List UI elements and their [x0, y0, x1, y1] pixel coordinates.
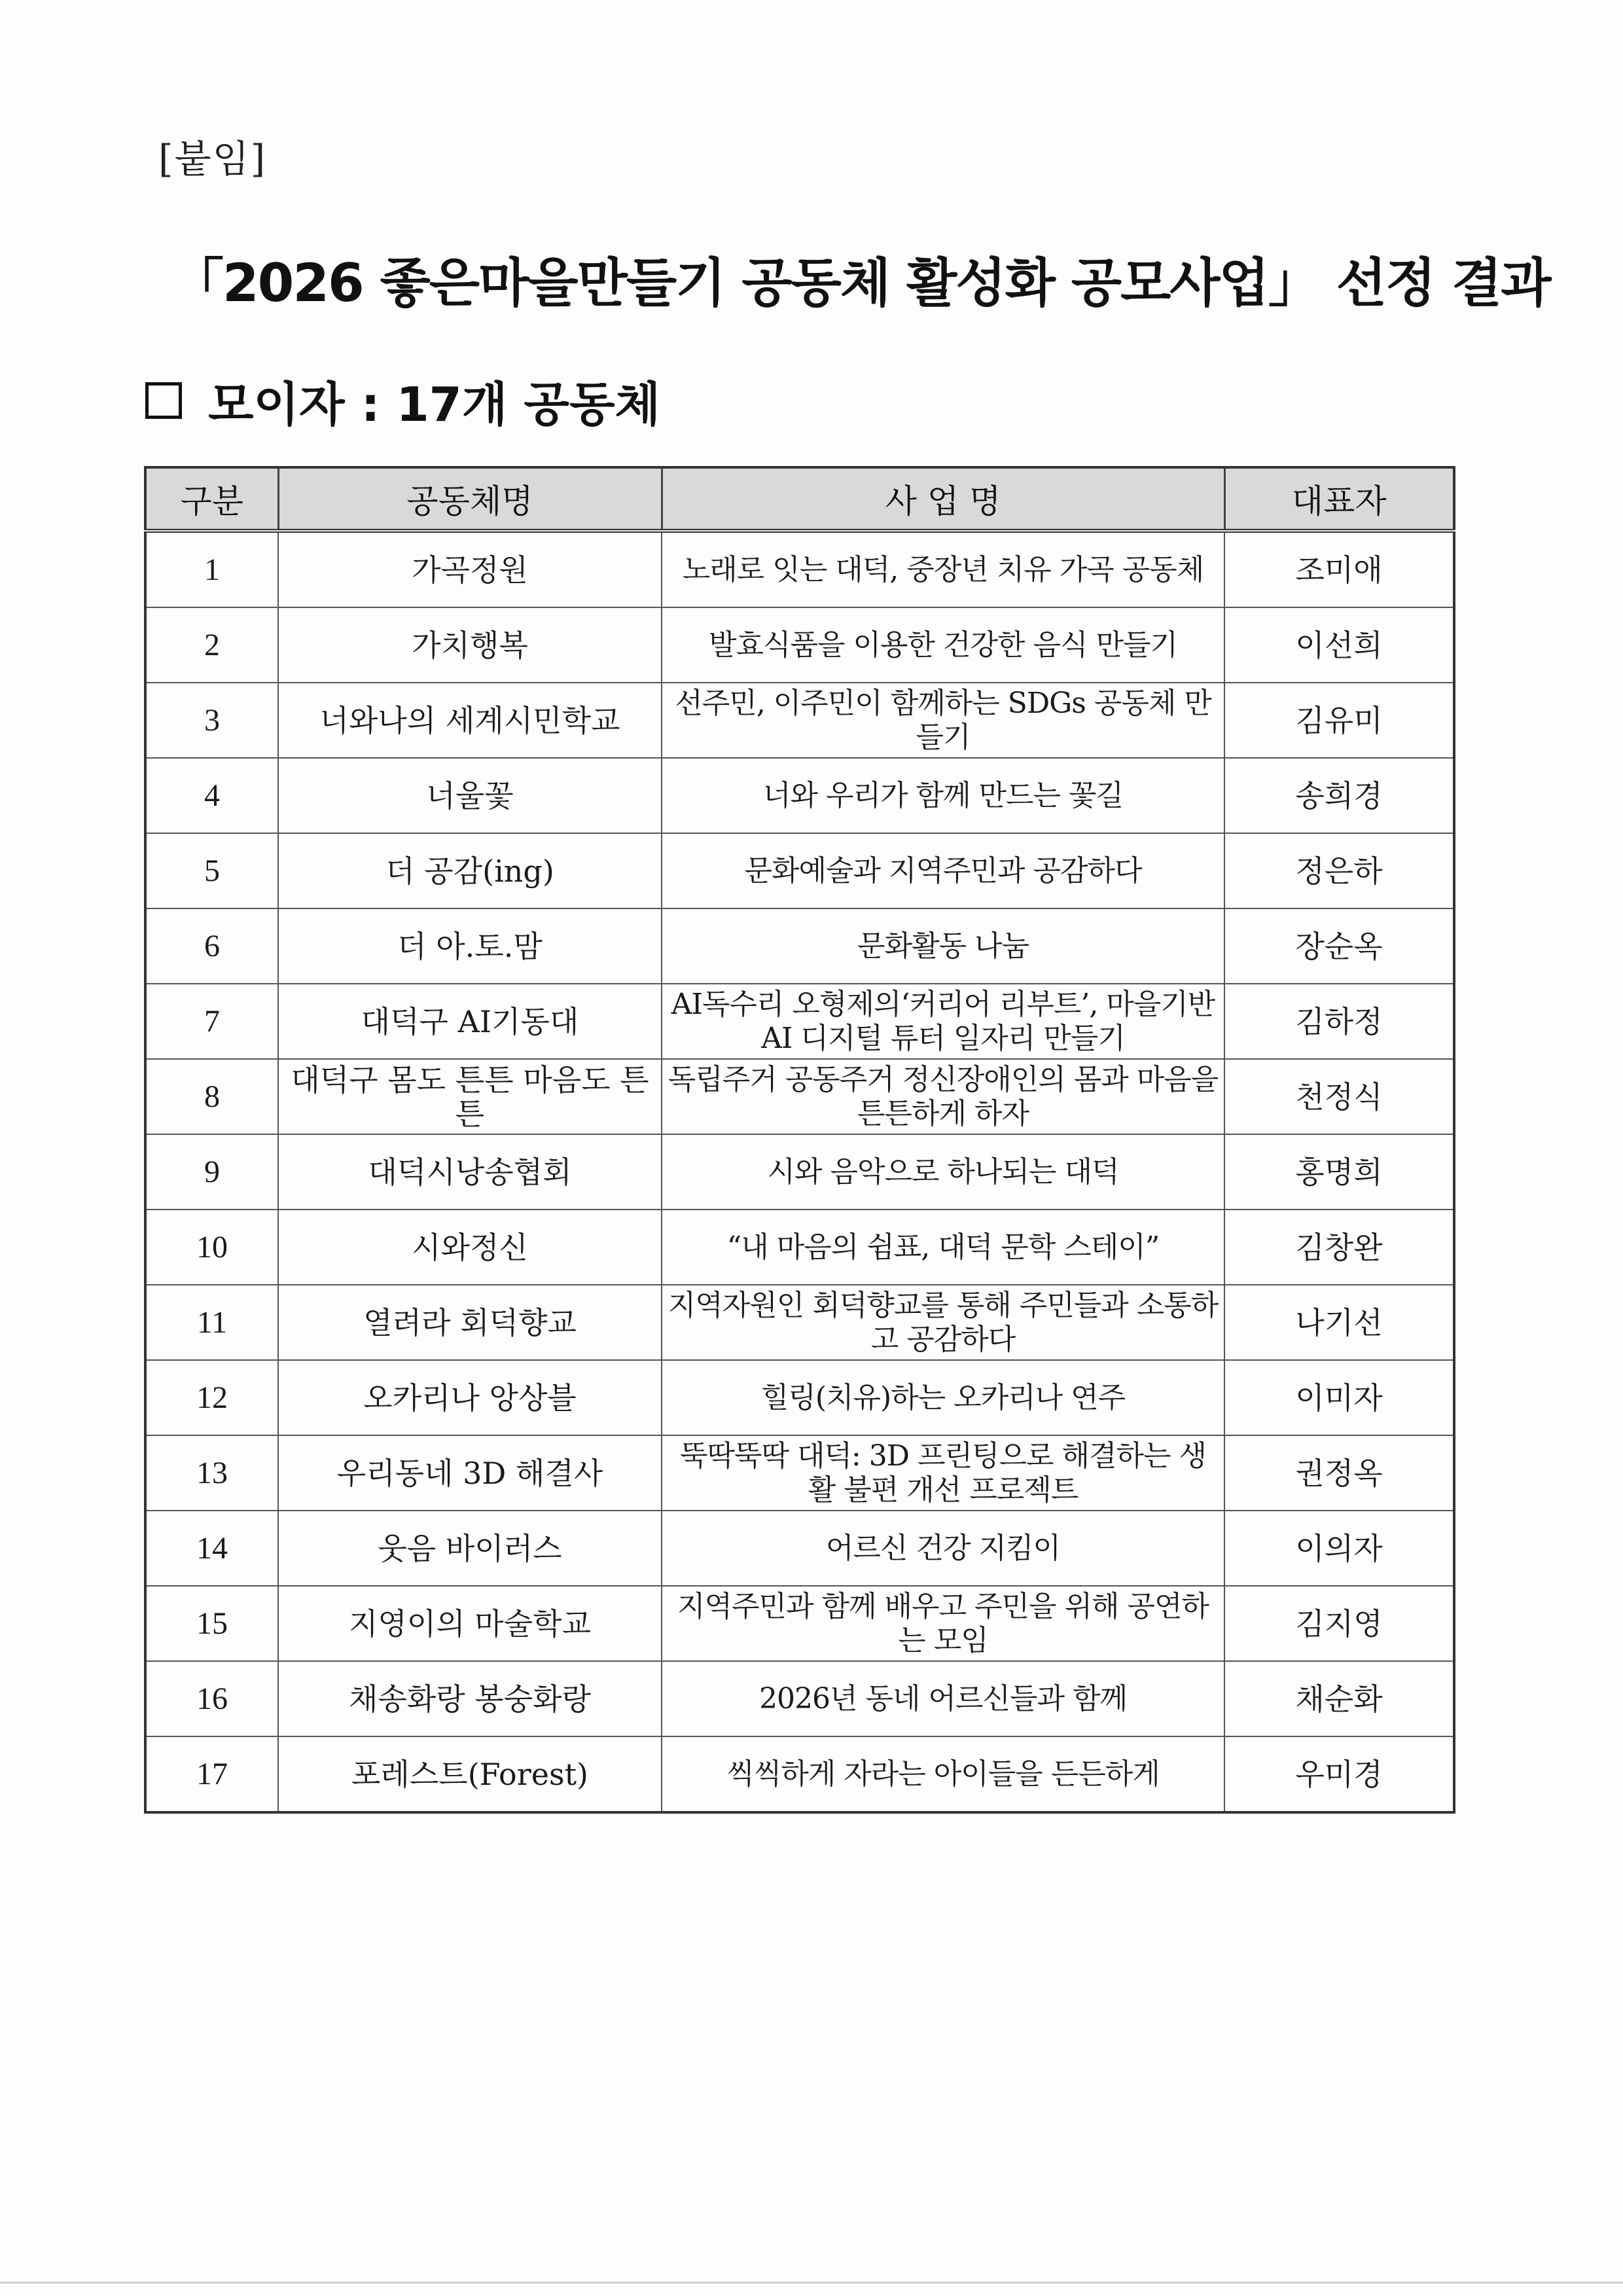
table-row: [145, 1059, 1454, 1134]
cell-project-name: 선주민, 이주민이 함께하는 SDGs 공동체 만들기: [662, 683, 1224, 758]
document-title: 「2026 좋은마을만들기 공동체 활성화 공모사업」 선정 결과: [171, 253, 1550, 314]
cell-representative: 채순화: [1224, 1661, 1454, 1736]
cell-project-name: 독립주거 공동주거 정신장애인의 몸과 마음을 튼튼하게 하자: [662, 1059, 1224, 1134]
table-body: [145, 531, 1454, 1812]
cell-project-name: 지역자원인 회덕향교를 통해 주민들과 소통하고 공감하다: [662, 1285, 1224, 1360]
page-bottom-edge: [0, 2282, 1623, 2284]
table-row: [145, 531, 1454, 607]
table-header-row: [145, 467, 1454, 531]
cell-community-name: 대덕시낭송협회: [278, 1134, 662, 1210]
header-category: 구분: [145, 467, 278, 531]
cell-project-name: 발효식품을 이용한 건강한 음식 만들기: [662, 607, 1224, 683]
table-row: [145, 1210, 1454, 1285]
table-row: [145, 607, 1454, 683]
cell-representative: 조미애: [1224, 531, 1454, 607]
cell-community-name: 오카리나 앙상블: [278, 1360, 662, 1435]
cell-community-name: 가치행복: [278, 607, 662, 683]
cell-representative: 이선희: [1224, 607, 1454, 683]
table-row: [145, 1285, 1454, 1360]
cell-number: 4: [145, 758, 278, 833]
cell-representative: 김유미: [1224, 683, 1454, 758]
cell-project-name: 너와 우리가 함께 만드는 꽃길: [662, 758, 1224, 833]
cell-community-name: 더 공감(ing): [278, 833, 662, 908]
cell-project-name: 힐링(치유)하는 오카리나 연주: [662, 1360, 1224, 1435]
cell-representative: 장순옥: [1224, 908, 1454, 984]
table-row: [145, 833, 1454, 908]
cell-representative: 정은하: [1224, 833, 1454, 908]
cell-number: 6: [145, 908, 278, 984]
cell-number: 17: [145, 1736, 278, 1812]
cell-community-name: 열려라 회덕향교: [278, 1285, 662, 1360]
cell-project-name: 2026년 동네 어르신들과 함께: [662, 1661, 1224, 1736]
attachment-label: [붙임]: [158, 137, 267, 181]
cell-representative: 김지영: [1224, 1586, 1454, 1661]
cell-number: 1: [145, 531, 278, 607]
cell-representative: 우미경: [1224, 1736, 1454, 1812]
section-heading: [145, 367, 660, 435]
cell-number: 13: [145, 1435, 278, 1511]
cell-representative: 이의자: [1224, 1511, 1454, 1586]
table-row: [145, 683, 1454, 758]
table-row: [145, 758, 1454, 833]
cell-project-name: 노래로 잇는 대덕, 중장년 치유 가곡 공동체: [662, 531, 1224, 607]
table-row: [145, 1360, 1454, 1435]
table-row: [145, 908, 1454, 984]
cell-representative: 김하정: [1224, 984, 1454, 1059]
cell-project-name: 씩씩하게 자라는 아이들을 든든하게: [662, 1736, 1224, 1812]
cell-representative: 송희경: [1224, 758, 1454, 833]
cell-representative: 김창완: [1224, 1210, 1454, 1285]
table-row: [145, 1736, 1454, 1812]
cell-number: 10: [145, 1210, 278, 1285]
cell-project-name: AI독수리 오형제의‘커리어 리부트’, 마을기반 AI 디지털 튜터 일자리 만들기: [662, 984, 1224, 1059]
table-row: [145, 1586, 1454, 1661]
cell-representative: 권정옥: [1224, 1435, 1454, 1511]
cell-representative: 이미자: [1224, 1360, 1454, 1435]
cell-number: 8: [145, 1059, 278, 1134]
cell-project-name: 뚝딱뚝딱 대덕: 3D 프린팅으로 해결하는 생활 불편 개선 프로젝트: [662, 1435, 1224, 1511]
cell-community-name: 채송화랑 봉숭화랑: [278, 1661, 662, 1736]
cell-community-name: 너울꽃: [278, 758, 662, 833]
cell-number: 15: [145, 1586, 278, 1661]
cell-number: 14: [145, 1511, 278, 1586]
cell-representative: 나기선: [1224, 1285, 1454, 1360]
cell-number: 11: [145, 1285, 278, 1360]
cell-community-name: 대덕구 AI기동대: [278, 984, 662, 1059]
header-representative: 대표자: [1224, 467, 1454, 531]
table-row: [145, 1661, 1454, 1736]
table-row: [145, 984, 1454, 1059]
header-community-name: 공동체명: [278, 467, 662, 531]
cell-project-name: 문화활동 나눔: [662, 908, 1224, 984]
cell-community-name: 웃음 바이러스: [278, 1511, 662, 1586]
cell-community-name: 가곡정원: [278, 531, 662, 607]
cell-number: 16: [145, 1661, 278, 1736]
cell-community-name: 너와나의 세계시민학교: [278, 683, 662, 758]
cell-community-name: 시와정신: [278, 1210, 662, 1285]
cell-project-name: 문화예술과 지역주민과 공감하다: [662, 833, 1224, 908]
header-project-name: 사 업 명: [662, 467, 1224, 531]
cell-project-name: 지역주민과 함께 배우고 주민을 위해 공연하는 모임: [662, 1586, 1224, 1661]
cell-number: 3: [145, 683, 278, 758]
cell-representative: 천정식: [1224, 1059, 1454, 1134]
checkbox-square-icon: [145, 382, 182, 419]
cell-community-name: 대덕구 몸도 튼튼 마음도 튼튼: [278, 1059, 662, 1134]
cell-community-name: 더 아.토.맘: [278, 908, 662, 984]
cell-community-name: 우리동네 3D 해결사: [278, 1435, 662, 1511]
cell-number: 7: [145, 984, 278, 1059]
cell-community-name: 포레스트(Forest): [278, 1736, 662, 1812]
table-row: [145, 1435, 1454, 1511]
cell-number: 2: [145, 607, 278, 683]
cell-project-name: 시와 음악으로 하나되는 대덕: [662, 1134, 1224, 1210]
section-heading-text: 모이자 : 17개 공동체: [208, 377, 661, 432]
cell-representative: 홍명희: [1224, 1134, 1454, 1210]
cell-number: 9: [145, 1134, 278, 1210]
cell-project-name: 어르신 건강 지킴이: [662, 1511, 1224, 1586]
cell-number: 12: [145, 1360, 278, 1435]
table-row: [145, 1511, 1454, 1586]
table-row: [145, 1134, 1454, 1210]
results-table: [144, 466, 1455, 1814]
cell-community-name: 지영이의 마술학교: [278, 1586, 662, 1661]
cell-number: 5: [145, 833, 278, 908]
cell-project-name: “내 마음의 쉼표, 대덕 문학 스테이”: [662, 1210, 1224, 1285]
